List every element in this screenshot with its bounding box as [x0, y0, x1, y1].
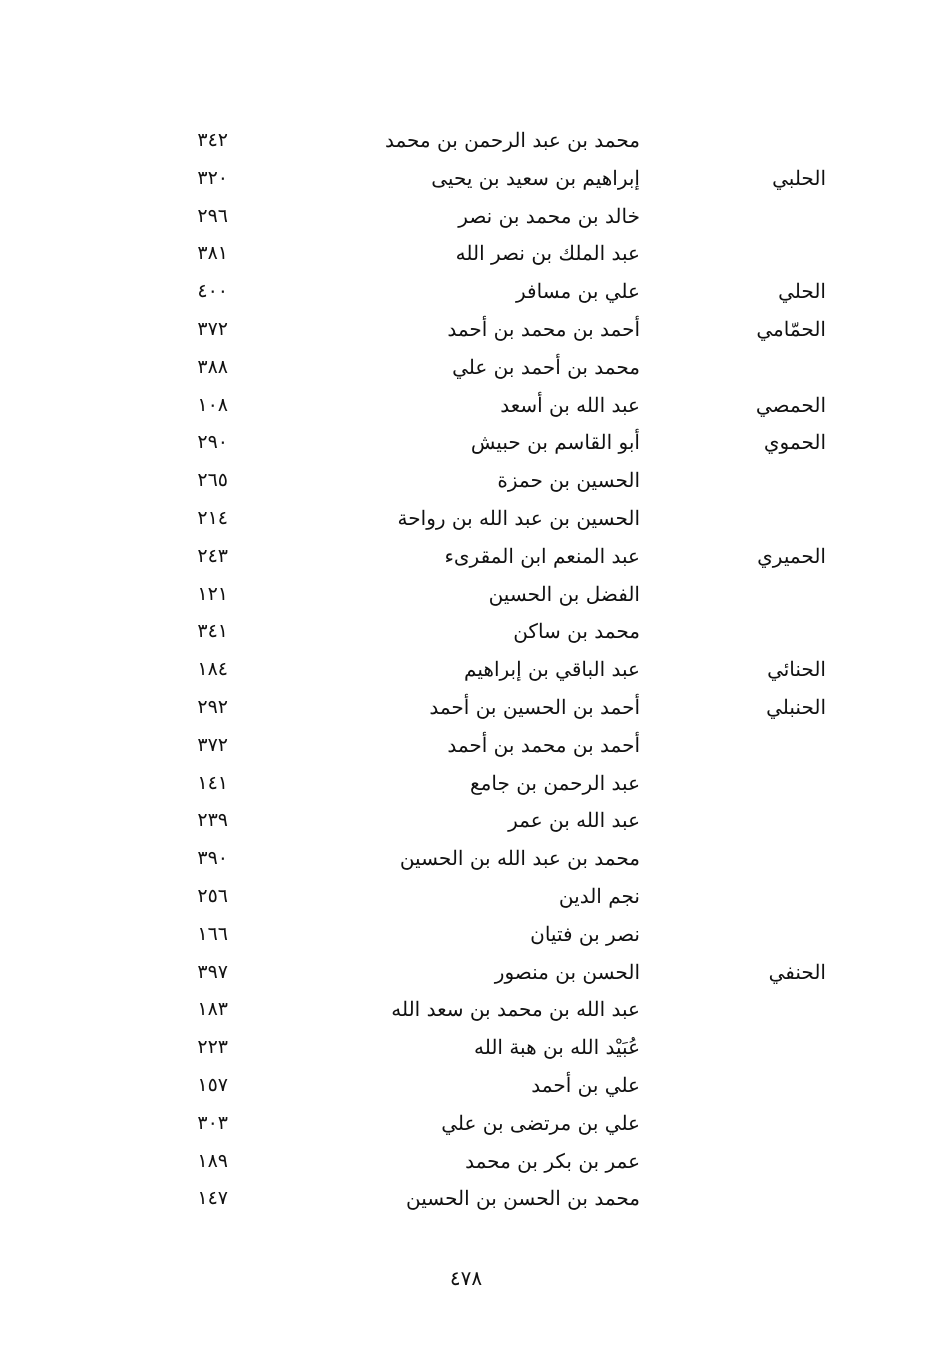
- page-reference: ٢٥٦: [197, 884, 228, 907]
- page-reference: ١٤١: [197, 771, 228, 794]
- nisba-label: الحلبي: [772, 165, 826, 190]
- person-name: عبد الله بن عمر: [508, 808, 640, 833]
- index-entry: [0, 1067, 932, 1105]
- page-reference: ٣٤٢: [197, 129, 228, 151]
- page-reference: ١٤٧: [197, 1187, 228, 1210]
- index-entry: [0, 500, 932, 538]
- person-name: عبد الله بن محمد بن سعد الله: [391, 997, 640, 1022]
- person-name: نصر بن فتيان: [530, 921, 640, 946]
- person-name: أحمد بن محمد بن أحمد: [447, 316, 640, 341]
- nisba-label: الحلي: [778, 279, 826, 304]
- index-entry: [0, 802, 932, 840]
- person-name: أحمد بن محمد بن أحمد: [447, 732, 640, 757]
- index-entry: [0, 1029, 932, 1067]
- index-entry: [0, 122, 932, 160]
- page-reference: ٣٧٢: [197, 317, 228, 340]
- page-reference: ٣٩٧: [197, 960, 228, 983]
- page-reference: ١٨٩: [197, 1149, 228, 1172]
- person-name: محمد بن الحسن بن الحسين: [406, 1186, 640, 1211]
- index-entry: [0, 311, 932, 349]
- page-reference: ٣٩٠: [197, 847, 228, 870]
- nisba-label: الحميري: [757, 543, 826, 568]
- person-name: عبد الرحمن بن جامع: [470, 770, 640, 795]
- index-entry: [0, 1143, 932, 1181]
- nisba-label: الحنفي: [768, 959, 826, 984]
- person-name: عمر بن بكر بن محمد: [465, 1148, 640, 1173]
- person-name: علي بن أحمد: [531, 1072, 640, 1097]
- index-entry: [0, 916, 932, 954]
- page-reference: ٣٢٠: [197, 166, 228, 189]
- nisba-label: الحموي: [763, 430, 826, 455]
- index-entry: [0, 840, 932, 878]
- person-name: الحسن بن منصور: [494, 959, 640, 984]
- page-reference: ١٨٤: [197, 658, 228, 681]
- nisba-label: الحنائي: [767, 657, 826, 682]
- person-name: عبد الملك بن نصر الله: [455, 241, 640, 266]
- person-name: محمد بن عبد الرحمن بن محمد: [384, 128, 640, 152]
- index-entry: [0, 1180, 932, 1218]
- page-reference: ٢٣٩: [197, 809, 228, 832]
- index-entry: [0, 235, 932, 273]
- person-name: إبراهيم بن سعيد بن يحيى: [431, 165, 640, 190]
- index-list: [0, 122, 932, 1218]
- page-reference: ٣٧٢: [197, 733, 228, 756]
- page-reference: ٢٩٦: [197, 204, 228, 227]
- index-entry: [0, 576, 932, 614]
- person-name: الحسين بن عبد الله بن رواحة: [397, 505, 640, 530]
- index-entry: [0, 198, 932, 236]
- person-name: عبد الباقي بن إبراهيم: [464, 657, 640, 682]
- page-reference: ١٠٨: [197, 393, 228, 416]
- page-reference: ٣٨٨: [197, 355, 228, 378]
- page-reference: ٣٤١: [197, 620, 228, 643]
- index-entry: [0, 954, 932, 992]
- index-entry: [0, 387, 932, 425]
- person-name: علي بن مسافر: [516, 279, 640, 304]
- person-name: علي بن مرتضى بن علي: [441, 1110, 640, 1135]
- person-name: محمد بن أحمد بن علي: [452, 354, 640, 379]
- index-entry: [0, 991, 932, 1029]
- index-entry: [0, 727, 932, 765]
- page-reference: ٢٦٥: [197, 469, 228, 492]
- page-reference: ١٦٦: [197, 922, 228, 945]
- nisba-label: الحنبلي: [766, 694, 826, 719]
- person-name: عبد المنعم ابن المقرىء: [444, 543, 640, 568]
- page-reference: ١٨٣: [197, 998, 228, 1021]
- index-entry: [0, 765, 932, 803]
- page-reference: ٢١٤: [197, 506, 228, 529]
- person-name: نجم الدين: [558, 883, 640, 908]
- page-reference: ٢٢٣: [197, 1036, 228, 1059]
- person-name: عبد الله بن أسعد: [500, 392, 640, 417]
- page-reference: ٢٩٠: [197, 431, 228, 454]
- index-entry: [0, 349, 932, 387]
- page-reference: ١٥٧: [197, 1073, 228, 1096]
- index-entry: [0, 689, 932, 727]
- index-entry: [0, 538, 932, 576]
- nisba-label: الحمّامي: [756, 316, 826, 341]
- page-reference: ٣٨١: [197, 242, 228, 265]
- person-name: الفضل بن الحسين: [488, 581, 640, 606]
- index-entry: [0, 424, 932, 462]
- person-name: أحمد بن الحسين بن أحمد: [429, 694, 640, 719]
- index-entry: [0, 462, 932, 500]
- person-name: الحسين بن حمزة: [497, 468, 640, 493]
- person-name: محمد بن ساكن: [513, 619, 640, 644]
- index-entry: [0, 1105, 932, 1143]
- person-name: محمد بن عبد الله بن الحسين: [399, 846, 640, 871]
- page-number: ٤٧٨: [449, 1266, 483, 1290]
- index-entry: [0, 878, 932, 916]
- page-reference: ٣٠٣: [197, 1111, 228, 1134]
- page-reference: ١٢١: [197, 582, 228, 605]
- person-name: عُبَيْد الله بن هبة الله: [473, 1035, 640, 1060]
- person-name: خالد بن محمد بن نصر: [458, 203, 640, 228]
- index-entry: [0, 160, 932, 198]
- page-reference: ٢٤٣: [197, 544, 228, 567]
- index-entry: [0, 613, 932, 651]
- page-reference: ٢٩٢: [197, 695, 228, 718]
- index-entry: [0, 651, 932, 689]
- person-name: أبو القاسم بن حبيش: [470, 430, 640, 455]
- index-entry: [0, 273, 932, 311]
- page-reference: ٤٠٠: [197, 280, 228, 303]
- nisba-label: الحمصي: [755, 392, 826, 417]
